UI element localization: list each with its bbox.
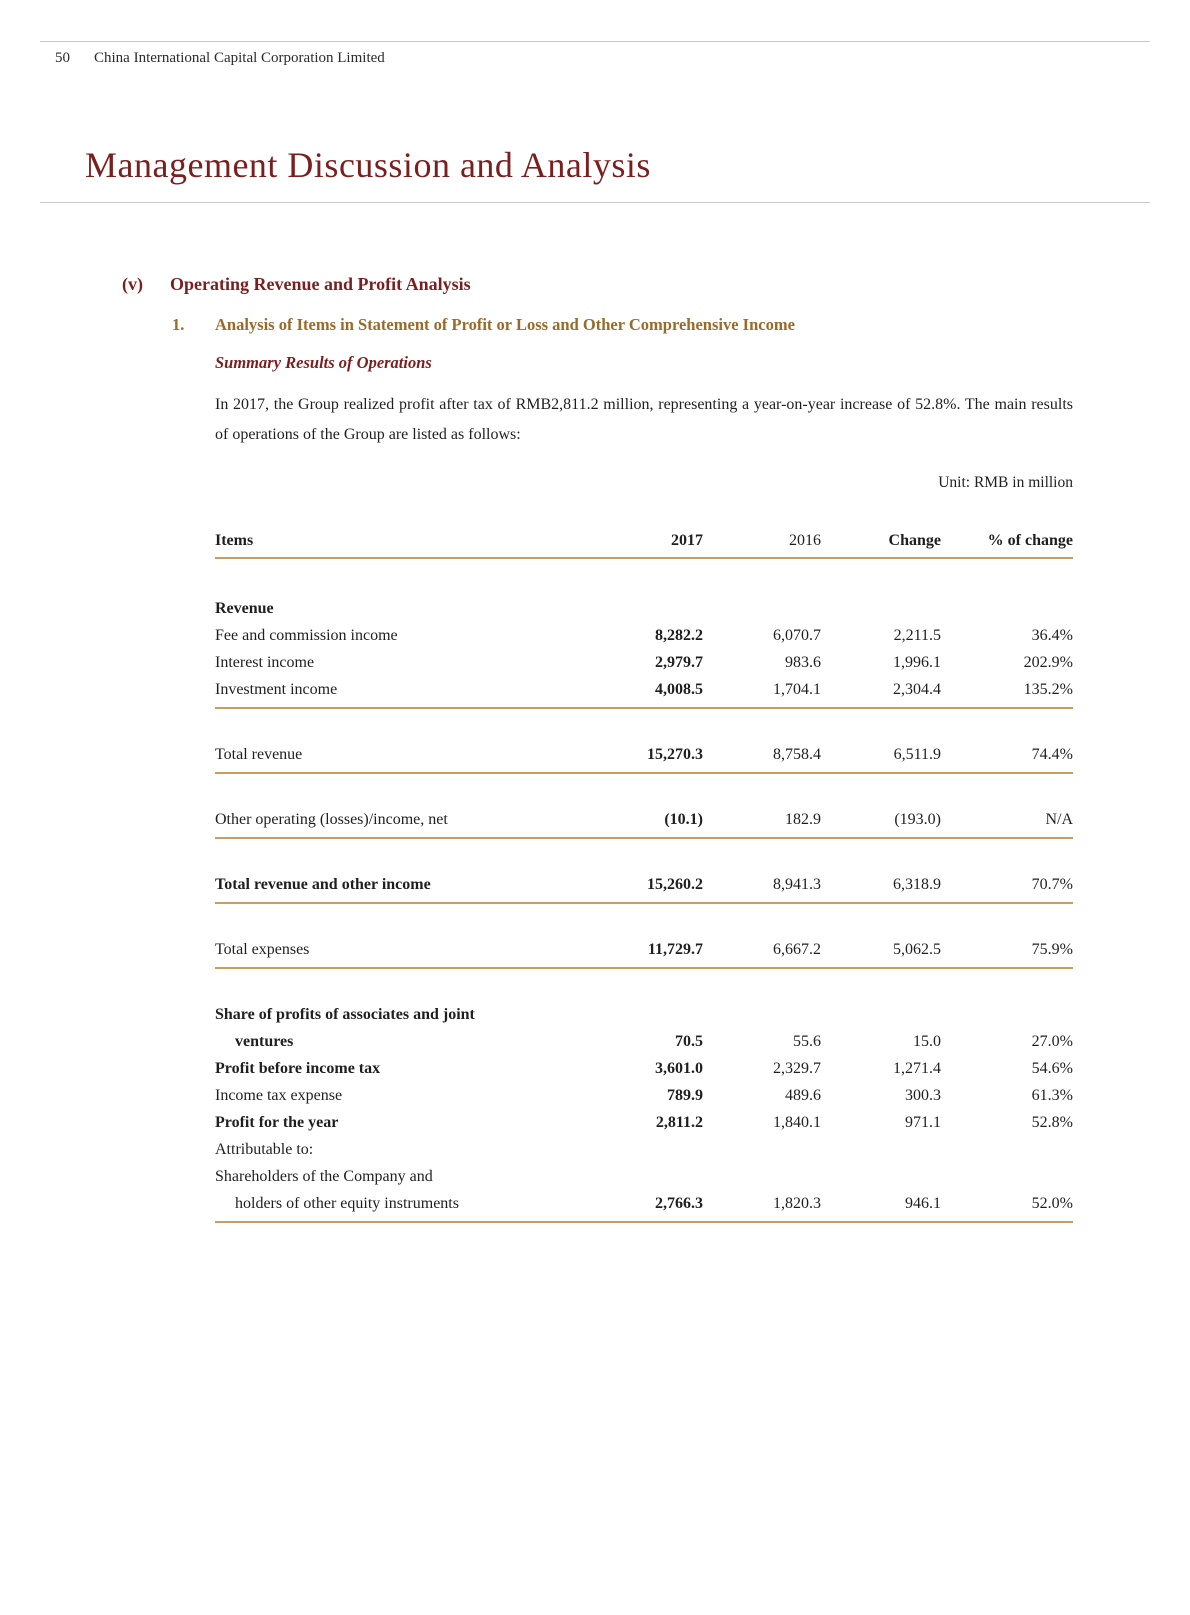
summary-heading: Summary Results of Operations	[215, 353, 432, 372]
value-2017: 2,766.3	[655, 1195, 703, 1212]
table-row	[215, 936, 1073, 969]
value-pct: N/A	[1045, 811, 1073, 828]
table-header-row	[215, 527, 1073, 559]
table-row	[215, 1109, 1073, 1136]
value-change: 946.1	[905, 1195, 941, 1212]
value-change: 15.0	[913, 1033, 941, 1050]
table-row	[215, 741, 1073, 774]
title-divider	[40, 202, 1150, 203]
table-row	[215, 1028, 1073, 1055]
value-2017: 789.9	[667, 1087, 703, 1104]
table-row	[215, 595, 1073, 622]
col-header-2017: 2017	[671, 532, 703, 549]
value-pct: 54.6%	[1031, 1060, 1073, 1077]
value-change: 6,511.9	[893, 746, 941, 763]
row-label: Other operating (losses)/income, net	[215, 811, 448, 828]
table-row	[215, 871, 1073, 904]
row-label: Revenue	[215, 600, 274, 617]
value-2016: 1,840.1	[773, 1114, 821, 1131]
value-2016: 2,329.7	[773, 1060, 821, 1077]
value-pct: 52.8%	[1031, 1114, 1073, 1131]
page-number: 50	[55, 50, 70, 66]
value-pct: 75.9%	[1031, 941, 1073, 958]
subsection-heading: Analysis of Items in Statement of Profit or Loss and Other Comprehensive Income	[215, 315, 795, 334]
value-change: (193.0)	[894, 811, 941, 828]
value-change: 300.3	[905, 1087, 941, 1104]
table-row	[215, 1190, 1073, 1223]
value-change: 6,318.9	[893, 876, 941, 893]
value-change: 971.1	[905, 1114, 941, 1131]
value-pct: 52.0%	[1031, 1195, 1073, 1212]
row-label: Investment income	[215, 681, 338, 698]
table-row	[215, 676, 1073, 709]
row-label: Fee and commission income	[215, 627, 398, 644]
value-2017: 70.5	[675, 1033, 703, 1050]
row-label: Total revenue and other income	[215, 876, 431, 893]
row-label: Profit before income tax	[215, 1060, 381, 1077]
table-row	[215, 1001, 1073, 1028]
table-row	[215, 622, 1073, 649]
value-change: 2,211.5	[893, 627, 941, 644]
running-header	[55, 50, 385, 67]
row-label: ventures	[235, 1033, 294, 1050]
col-header-items: Items	[215, 532, 254, 549]
value-pct: 135.2%	[1023, 681, 1073, 698]
row-label: Shareholders of the Company and	[215, 1168, 433, 1185]
section-heading: Operating Revenue and Profit Analysis	[170, 274, 471, 294]
col-header-change: Change	[888, 532, 941, 549]
value-2017: 11,729.7	[647, 941, 703, 958]
value-2017: 4,008.5	[655, 681, 703, 698]
value-2017: 3,601.0	[655, 1060, 703, 1077]
table-row	[215, 1163, 1073, 1190]
row-label: Total revenue	[215, 746, 303, 763]
value-2016: 489.6	[785, 1087, 821, 1104]
row-label: Interest income	[215, 654, 315, 671]
summary-results-table	[215, 527, 1073, 1223]
value-pct: 74.4%	[1031, 746, 1073, 763]
page-title: Management Discussion and Analysis	[85, 145, 651, 185]
value-pct: 202.9%	[1023, 654, 1073, 671]
row-label: holders of other equity instruments	[235, 1195, 459, 1212]
row-label: Income tax expense	[215, 1087, 343, 1104]
row-label: Share of profits of associates and joint	[215, 1006, 475, 1023]
row-label: Profit for the year	[215, 1114, 339, 1131]
table-row	[215, 1136, 1073, 1163]
value-2016: 55.6	[793, 1033, 821, 1050]
value-2016: 1,820.3	[773, 1195, 821, 1212]
company-name: China International Capital Corporation Limited	[94, 50, 385, 66]
table-row	[215, 806, 1073, 839]
intro-paragraph: In 2017, the Group realized profit after tax of RMB2,811.2 million, representing a year-on-year increase of 52.8%. The main results of operations of the Group are listed as follows:	[215, 396, 1073, 443]
value-2017: 8,282.2	[655, 627, 703, 644]
section-marker: (v)	[122, 274, 143, 294]
value-pct: 27.0%	[1031, 1033, 1073, 1050]
table-row	[215, 649, 1073, 676]
value-2016: 1,704.1	[773, 681, 821, 698]
value-2016: 8,758.4	[773, 746, 821, 763]
value-2017: (10.1)	[664, 811, 703, 828]
value-pct: 70.7%	[1031, 876, 1073, 893]
value-2017: 15,260.2	[647, 876, 703, 893]
subsection-number: 1.	[172, 315, 185, 334]
value-pct: 36.4%	[1031, 627, 1073, 644]
value-2016: 983.6	[785, 654, 821, 671]
value-change: 2,304.4	[893, 681, 941, 698]
value-2016: 8,941.3	[773, 876, 821, 893]
header-divider	[40, 41, 1150, 42]
table-row	[215, 1055, 1073, 1082]
value-2016: 6,070.7	[773, 627, 821, 644]
col-header-2016: 2016	[789, 532, 821, 549]
row-label: Total expenses	[215, 941, 310, 958]
unit-note: Unit: RMB in million	[938, 474, 1073, 491]
value-2016: 182.9	[785, 811, 821, 828]
row-label: Attributable to:	[215, 1141, 314, 1158]
table-row	[215, 1082, 1073, 1109]
value-pct: 61.3%	[1031, 1087, 1073, 1104]
value-change: 1,996.1	[893, 654, 941, 671]
value-2016: 6,667.2	[773, 941, 821, 958]
value-change: 1,271.4	[893, 1060, 941, 1077]
col-header-pct-change: % of change	[987, 532, 1073, 549]
value-2017: 15,270.3	[647, 746, 703, 763]
value-change: 5,062.5	[893, 941, 941, 958]
value-2017: 2,979.7	[655, 654, 703, 671]
value-2017: 2,811.2	[655, 1114, 703, 1131]
